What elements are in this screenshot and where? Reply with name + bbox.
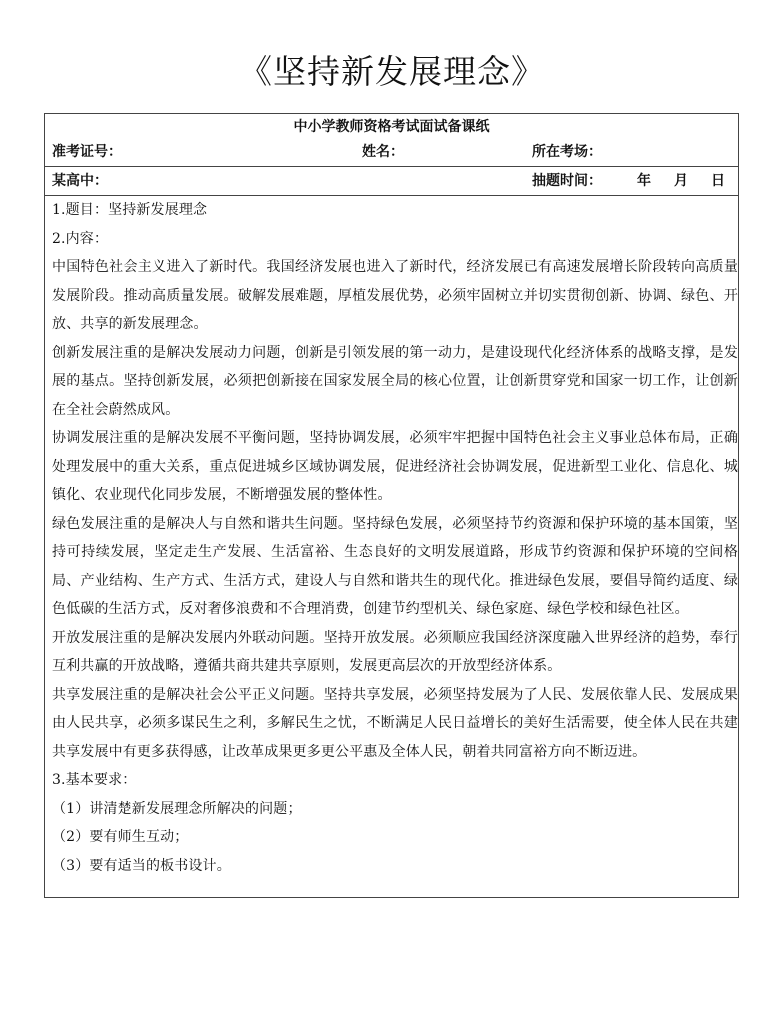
content-paragraph: 创新发展注重的是解决发展动力问题，创新是引领发展的第一动力，是建设现代化经济体系的战略支撑，是发展的基点。坚持创新发展，必须把创新接在国家发展全局的核心位置，让创新贯穿党和国家一切工作，让创新在全社会蔚然成风。 (52, 344, 738, 418)
content-paragraph: 协调发展注重的是解决发展不平衡问题，坚持协调发展，必须牢牢把握中国特色社会主义事业总体布局，正确处理发展中的重大关系，重点促进城乡区域协调发展，促进经济社会协调发展，促进新型工业化、信息化、城镇化、农业现代化同步发展，不断增强发展的整体性。 (52, 430, 738, 503)
lesson-content (45, 196, 738, 880)
ticket-number-label: 准考证号： (52, 144, 122, 160)
content-paragraph: 绿色发展注重的是解决人与自然和谐共生问题。坚持绿色发展，必须坚持节约资源和保护环境的基本国策，坚持可持续发展，坚定走生产发展、生活富裕、生态良好的文明发展道路，形成节约资源和保护环境的空间格局、产业结构、生产方式、生活方式，建设人与自然和谐共生的现代化。推进绿色发展，要倡导简约适度、绿色低碳的生活方式，反对奢侈浪费和不合理消费，创建节约型机关、绿色家庭、绿色学校和绿色社区。 (52, 515, 738, 617)
content-heading: 2.内容： (52, 230, 109, 247)
page-title: 《坚持新发展理念》 (239, 52, 545, 91)
candidate-info-row (45, 140, 738, 167)
requirement-item: （3）要有适当的板书设计。 (52, 857, 231, 874)
year-label: 年 (637, 173, 651, 189)
requirement-item: （2）要有师生互动； (52, 829, 189, 845)
month-label: 月 (674, 173, 688, 189)
topic-line: 1.题目：坚持新发展理念 (52, 202, 208, 218)
content-paragraph: 中国特色社会主义进入了新时代。我国经济发展也进入了新时代，经济发展已有高速发展增长阶段转向高质量发展阶段。推动高质量发展。破解发展难题，厚植发展优势，必须牢固树立并切实贯彻创新、协调、绿色、开放、共享的新发展理念。 (52, 259, 738, 332)
requirements-heading: 3.基本要求： (52, 772, 137, 788)
day-label: 日 (711, 173, 725, 189)
venue-label: 所在考场： (532, 144, 602, 160)
content-paragraph: 共享发展注重的是解决社会公平正义问题。坚持共享发展，必须坚持发展为了人民、发展依靠人民、发展成果由人民共享，必须多谋民生之利，多解民生之忧，不断满足人民日益增长的美好生活需要，使全体人民在共建共享发展中有更多获得感，让改革成果更多更公平惠及全体人民，朝着共同富裕方向不断迈进。 (52, 686, 738, 760)
school-info-row (45, 167, 738, 196)
school-label: 某高中： (52, 173, 108, 189)
content-paragraph: 开放发展注重的是解决发展内外联动问题。坚持开放发展。必须顺应我国经济深度融入世界经济的趋势，奉行互利共赢的开放战略，遵循共商共建共享原则，发展更高层次的开放型经济体系。 (52, 629, 738, 674)
requirement-item: （1）讲清楚新发展理念所解决的问题； (52, 800, 302, 817)
sheet-header: 中小学教师资格考试面试备课纸 (293, 119, 490, 135)
name-label: 姓名： (362, 144, 404, 160)
lesson-prep-sheet (44, 113, 739, 898)
draw-time-label: 抽题时间： (532, 173, 602, 189)
